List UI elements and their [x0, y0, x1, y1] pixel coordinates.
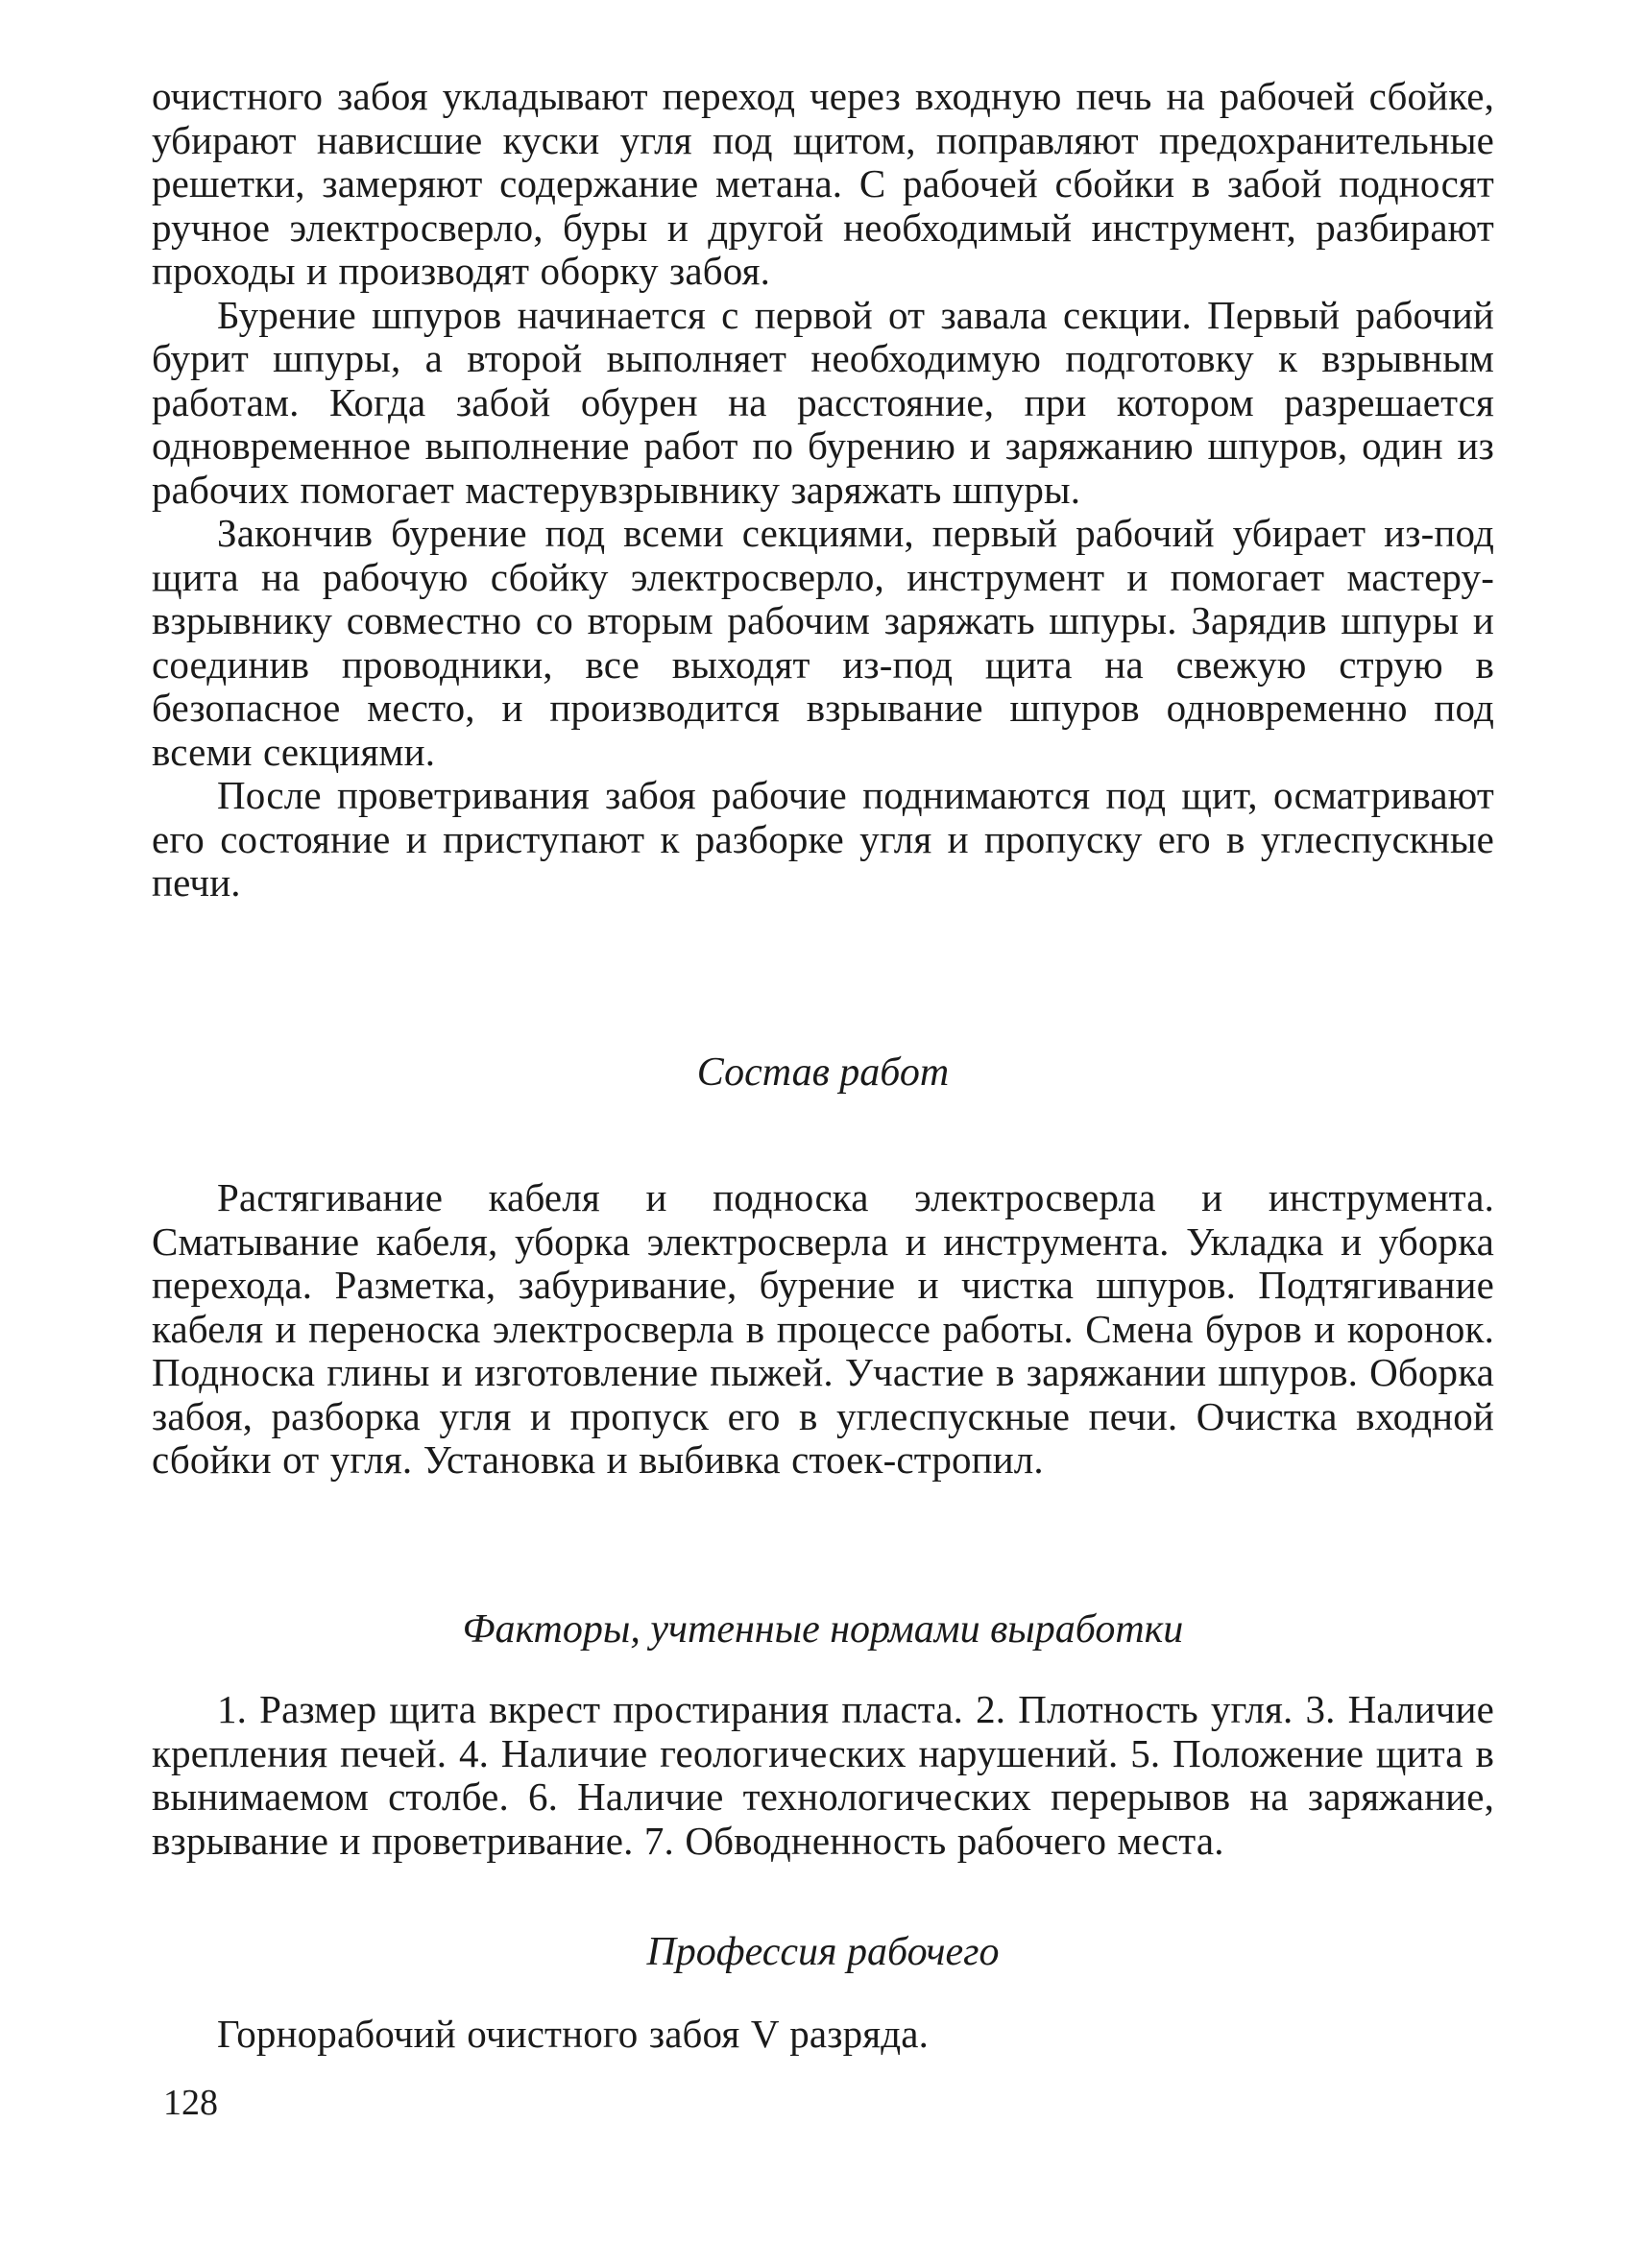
page-number: 128: [163, 2083, 218, 2123]
intro-section: [152, 75, 1494, 905]
factors-paragraph: 1. Размер щита вкрест простирания пласта. 2. Плотность угля. 3. Наличие крепления печей. 4. Наличие геологических нарушений. 5. Положение щита в вынимаемом столбе. 6. Наличие технологических перерывов на заряжание, взрывание и проветривание. 7. Обводненность рабочего места.: [152, 1687, 1494, 1863]
intro-paragraph-3: Закончив бурение под всеми секциями, первый рабочий убирает из-под щита на рабочую сбойку электросверло, инструмент и помогает мастеру-взрывнику совместно со вторым рабочим заряжать шпуры. Зарядив шпуры и соединив проводники, все выходят из-под щита на свежую струю в безопасное место, и производится взрывание шпуров одновременно под всеми секциями.: [152, 511, 1494, 774]
composition-section: [152, 1176, 1494, 1483]
intro-paragraph-4: После проветривания забоя рабочие поднимаются под щит, осматривают его состояние и приступают к разборке угля и пропуску его в углеспускные печи.: [152, 773, 1494, 905]
profession-paragraph: Горнорабочий очистного забоя V разряда.: [217, 2012, 930, 2056]
profession-heading: Профессия рабочего: [646, 1930, 1000, 1974]
profession-section: [152, 2013, 1494, 2057]
composition-heading: Состав работ: [696, 1050, 950, 1095]
factors-section: [152, 1688, 1494, 1863]
factors-heading: Факторы, учтенные нормами выработки: [462, 1607, 1184, 1652]
intro-paragraph-2: Бурение шпуров начинается с первой от завала секции. Первый рабочий бурит шпуры, а второй выполняет необходимую подготовку к взрывным работам. Когда забой обурен на расстояние, при котором разрешается одновременное выполнение работ по бурению и заряжанию шпуров, один из рабочих помогает мастерувзрывнику заряжать шпуры.: [152, 292, 1494, 512]
composition-paragraph: Растягивание кабеля и подноска электросверла и инструмента. Сматывание кабеля, уборка электросверла и инструмента. Укладка и уборка перехода. Разметка, забуривание, бурение и чистка шпуров. Подтягивание кабеля и переноска электросверла в процессе работы. Смена буров и коронок. Подноска глины и изготовление пыжей. Участие в заряжании шпуров. Оборка забоя, разборка угля и пропуск его в углеспускные печи. Очистка входной сбойки от угля. Установка и выбивка стоек-стропил.: [152, 1175, 1494, 1482]
intro-paragraph-1: очистного забоя укладывают переход через входную печь на рабочей сбойке, убирают нависшие куски угля под щитом, поправляют предохранительные решетки, замеряют содержание метана. С рабочей сбойки в забой подносят ручное электросверло, буры и другой необходимый инструмент, разбирают проходы и производят оборку забоя.: [152, 74, 1494, 293]
